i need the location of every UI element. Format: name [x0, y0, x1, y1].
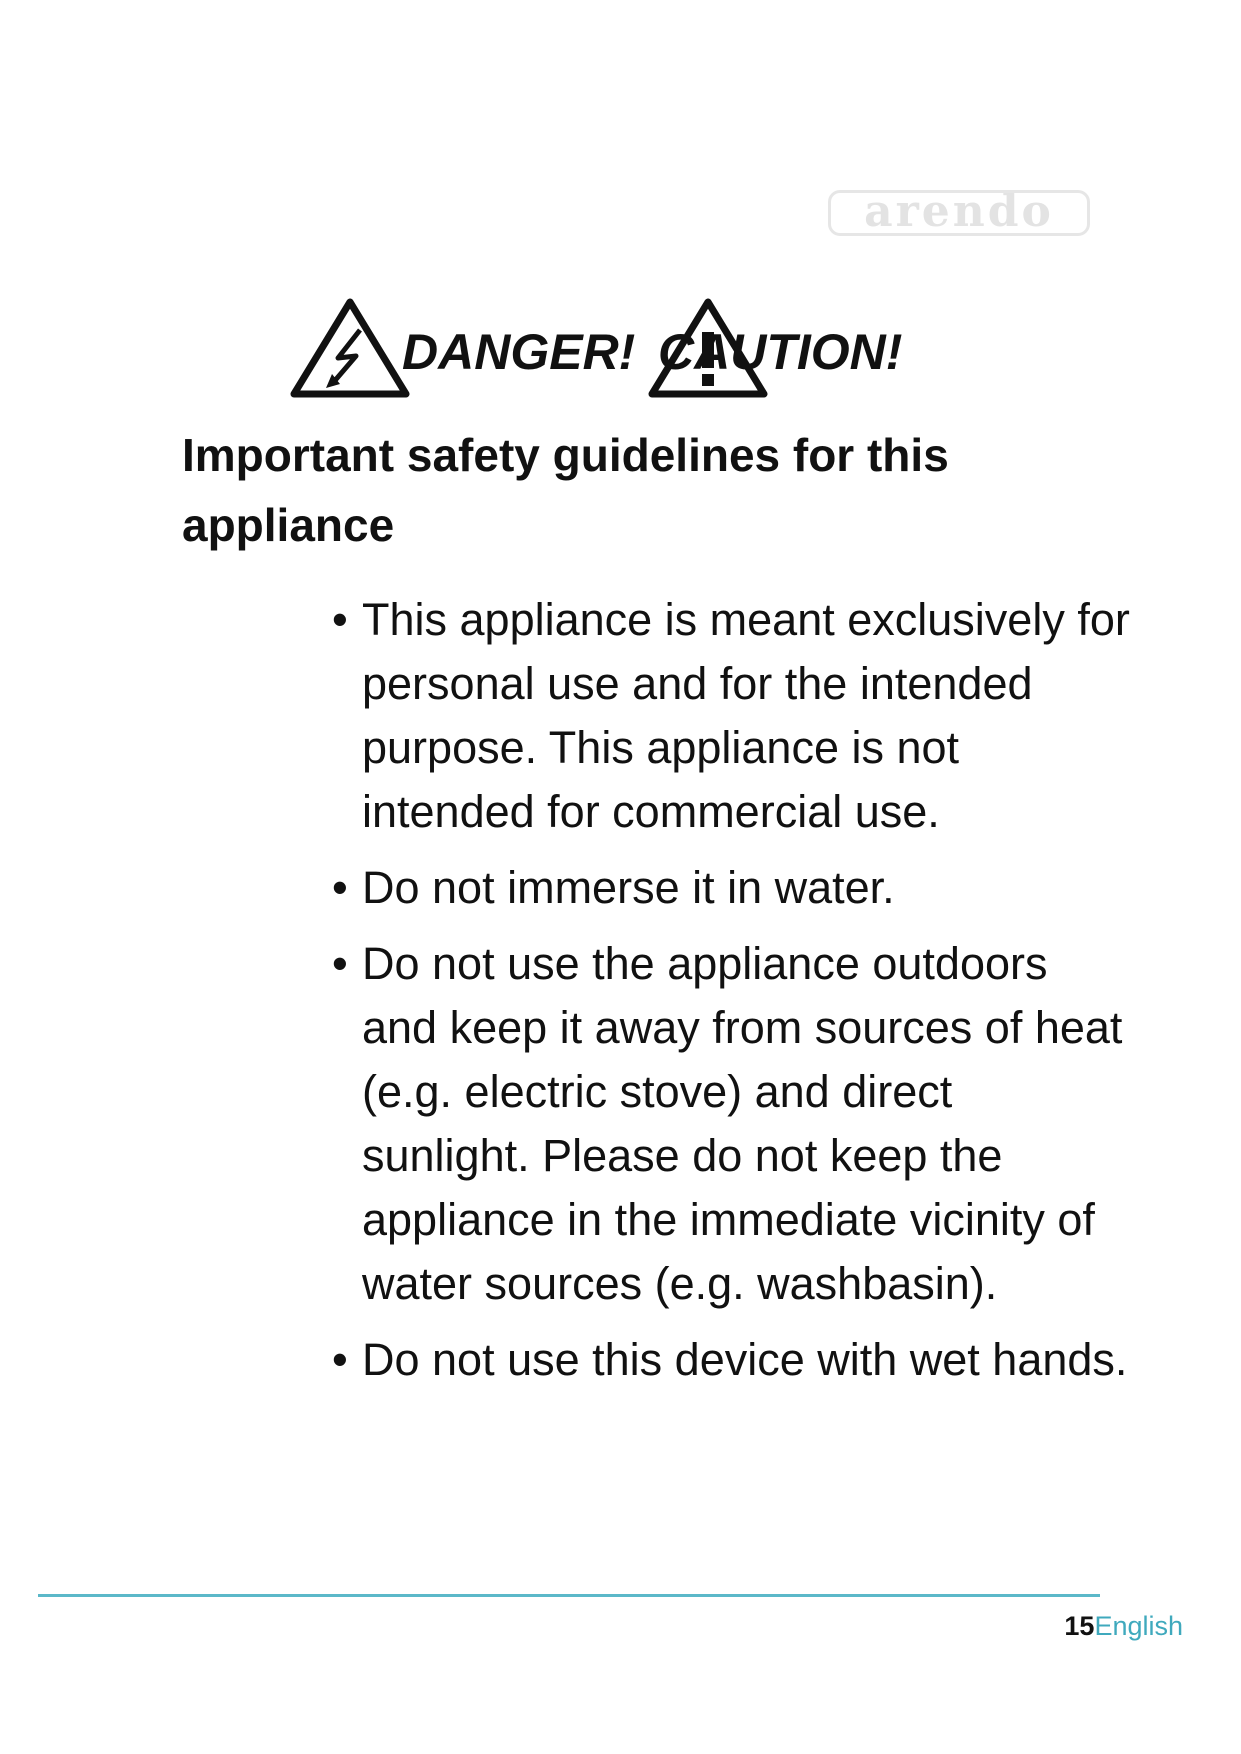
- bullet-icon: •: [332, 594, 348, 645]
- page-number: 15: [1064, 1611, 1095, 1641]
- brand-logo: arendo: [828, 190, 1090, 236]
- list-item-text: This appliance is meant exclusively for personal use and for the intended purpose. This appliance is not intended for commercial use.: [362, 594, 1130, 837]
- safety-guidelines-list: [332, 588, 1132, 1404]
- list-item-text: Do not use this device with wet hands.: [362, 1334, 1128, 1385]
- list-item: [332, 1328, 1132, 1392]
- list-item: [332, 856, 1132, 920]
- footer-divider: [38, 1594, 1100, 1597]
- bullet-icon: •: [332, 938, 348, 989]
- page-footer: [1064, 1608, 1183, 1644]
- list-item-text: Do not immerse it in water.: [362, 862, 895, 913]
- warning-header: [288, 292, 928, 402]
- danger-label: DANGER!: [402, 324, 636, 380]
- caution-label: CAUTION!: [658, 324, 903, 380]
- list-item: [332, 588, 1132, 844]
- page-language: English: [1094, 1611, 1183, 1641]
- bullet-icon: •: [332, 862, 348, 913]
- high-voltage-warning-icon: [288, 296, 412, 400]
- list-item: [332, 932, 1132, 1316]
- bullet-icon: •: [332, 1334, 348, 1385]
- section-heading: Important safety guidelines for this appliance: [182, 429, 949, 551]
- list-item-text: Do not use the appliance outdoors and keep it away from sources of heat (e.g. electric stove) and direct sunlight. Please do not keep the appliance in the immediate vicinity of water sources (e.g. washbasin).: [362, 938, 1123, 1309]
